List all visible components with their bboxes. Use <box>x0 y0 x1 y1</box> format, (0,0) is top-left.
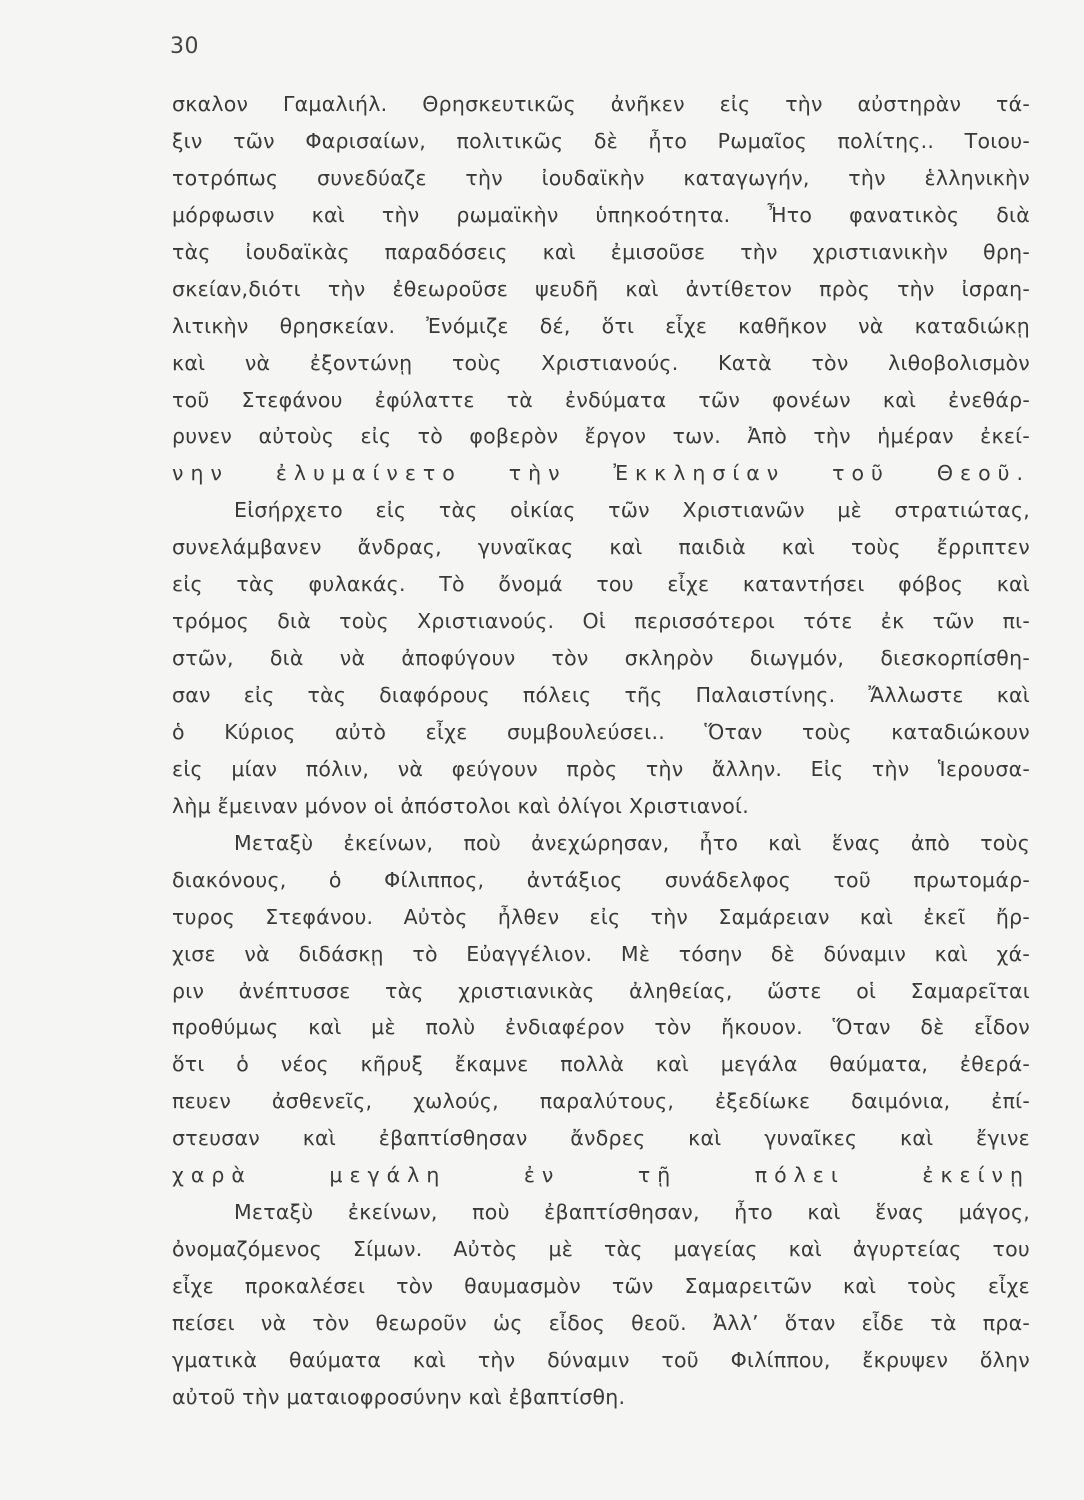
text-line: ὀνομαζόμενος Σίμων. Αὐτὸς μὲ τὰς μαγείας καὶ ἀγυρτείας του <box>172 1237 1030 1262</box>
text-line: λὴμ ἔμειναν μόνον οἱ ἀπόστολοι καὶ ὀλίγοι Χριστιανοί. <box>172 793 749 818</box>
text-line: εἰς μίαν πόλιν, νὰ φεύγουν πρὸς τὴν ἄλλην. Εἰς τὴν Ἱερουσα- <box>172 756 1030 781</box>
text-line: χαρὰ μεγάλη ἐν τῇ πόλει ἐκείνῃ <box>172 1163 1030 1188</box>
text-line: λιτικὴν θρησκείαν. Ἐνόμιζε δέ, ὅτι εἶχε καθῆκον νὰ καταδιώκῃ <box>172 313 1030 338</box>
text-line: γματικὰ θαύματα καὶ τὴν δύναμιν τοῦ Φιλίππου, ἔκρυψεν ὅλην <box>172 1347 1030 1372</box>
text-line: εἰς τὰς φυλακάς. Τὸ ὄνομά του εἶχε καταντήσει φόβος καὶ <box>172 572 1030 597</box>
text-line: σαν εἰς τὰς διαφόρους πόλεις τῆς Παλαιστίνης. Ἄλλωστε καὶ <box>172 683 1030 707</box>
text-line: ὅτι ὁ νέος κῆρυξ ἔκαμνε πολλὰ καὶ μεγάλα θαύματα, ἐθερά- <box>172 1052 1030 1077</box>
text-line: τρόμος διὰ τοὺς Χριστιανούς. Οἱ περισσότεροι τότε ἐκ τῶν πι- <box>172 609 1030 634</box>
text-line: ριν ἀνέπτυσσε τὰς χριστιανικὰς ἀληθείας, ὥστε οἱ Σαμαρεῖται <box>172 978 1030 1003</box>
text-line: σκείαν,διότι τὴν ἐθεωροῦσε ψευδῆ καὶ ἀντίθετον πρὸς τὴν ἰσραη- <box>172 276 1030 301</box>
body-text <box>172 86 1030 1416</box>
text-line: σκαλον Γαμαλιήλ. Θρησκευτικῶς ἀνῆκεν εἰς τὴν αὐστηρὰν τά- <box>172 92 1030 116</box>
page-number: 30 <box>170 34 199 59</box>
text-line: προθύμως καὶ μὲ πολὺ ἐνδιαφέρον τὸν ἤκουον. Ὅταν δὲ εἶδον <box>172 1015 1030 1040</box>
text-line: αὐτοῦ τὴν ματαιοφροσύνην καὶ ἐβαπτίσθη. <box>172 1384 626 1409</box>
text-line: τυρος Στεφάνου. Αὐτὸς ἦλθεν εἰς τὴν Σαμάρειαν καὶ ἐκεῖ ἤρ- <box>172 904 1030 929</box>
text-line: συνελάμβανεν ἄνδρας, γυναῖκας καὶ παιδιὰ καὶ τοὺς ἔρριπτεν <box>172 535 1030 560</box>
text-line: νην ἐλυμαίνετο τὴν Ἐκκλησίαν τοῦ Θεοῦ. <box>172 461 1030 486</box>
text-line: στῶν, διὰ νὰ ἀποφύγουν τὸν σκληρὸν διωγμόν, διεσκορπίσθη- <box>172 646 1030 671</box>
text-line: ξιν τῶν Φαρισαίων, πολιτικῶς δὲ ἦτο Ρωμαῖος πολίτης.. Τοιου- <box>172 128 1030 153</box>
text-line: καὶ νὰ ἐξοντώνῃ τοὺς Χριστιανούς. Κατὰ τὸν λιθοβολισμὸν <box>172 350 1030 375</box>
text-line: μόρφωσιν καὶ τὴν ρωμαϊκὴν ὑπηκοότητα. Ἦτο φανατικὸς διὰ <box>172 202 1030 227</box>
text-line: ρυνεν αὐτοὺς εἰς τὸ φοβερὸν ἔργον των. Ἀπὸ τὴν ἡμέραν ἐκεί- <box>172 424 1030 449</box>
text-line: πευεν ἀσθενεῖς, χωλούς, παραλύτους, ἐξεδίωκε δαιμόνια, ἐπί- <box>172 1089 1030 1114</box>
text-line: Μεταξὺ ἐκείνων, ποὺ ἀνεχώρησαν, ἦτο καὶ ἕνας ἀπὸ τοὺς <box>234 830 1030 855</box>
text-line: διακόνους, ὁ Φίλιππος, ἀντάξιος συνάδελφος τοῦ πρωτομάρ- <box>172 867 1030 892</box>
text-line: Εἰσήρχετο εἰς τὰς οἰκίας τῶν Χριστιανῶν μὲ στρατιώτας, <box>234 498 1030 523</box>
text-line: Μεταξὺ ἐκείνων, ποὺ ἐβαπτίσθησαν, ἦτο καὶ ἕνας μάγος, <box>234 1200 1030 1225</box>
text-line: τοτρόπως συνεδύαζε τὴν ἰουδαϊκὴν καταγωγήν, τὴν ἑλληνικὴν <box>172 165 1030 190</box>
text-line: εἶχε προκαλέσει τὸν θαυμασμὸν τῶν Σαμαρειτῶν καὶ τοὺς εἶχε <box>172 1274 1030 1298</box>
text-line: πείσει νὰ τὸν θεωροῦν ὡς εἶδος θεοῦ. Ἀλλ’ ὅταν εἶδε τὰ πρα- <box>172 1310 1030 1335</box>
text-line: τὰς ἰουδαϊκὰς παραδόσεις καὶ ἐμισοῦσε τὴν χριστιανικὴν θρη- <box>172 239 1030 264</box>
text-line: τοῦ Στεφάνου ἐφύλαττε τὰ ἐνδύματα τῶν φονέων καὶ ἐνεθάρ- <box>172 387 1030 412</box>
text-line: ὁ Κύριος αὐτὸ εἶχε συμβουλεύσει.. Ὅταν τοὺς καταδιώκουν <box>172 719 1030 744</box>
text-line: στευσαν καὶ ἐβαπτίσθησαν ἄνδρες καὶ γυναῖκες καὶ ἔγινε <box>172 1126 1030 1151</box>
text-line: χισε νὰ διδάσκῃ τὸ Εὐαγγέλιον. Μὲ τόσην δὲ δύναμιν καὶ χά- <box>172 941 1030 966</box>
